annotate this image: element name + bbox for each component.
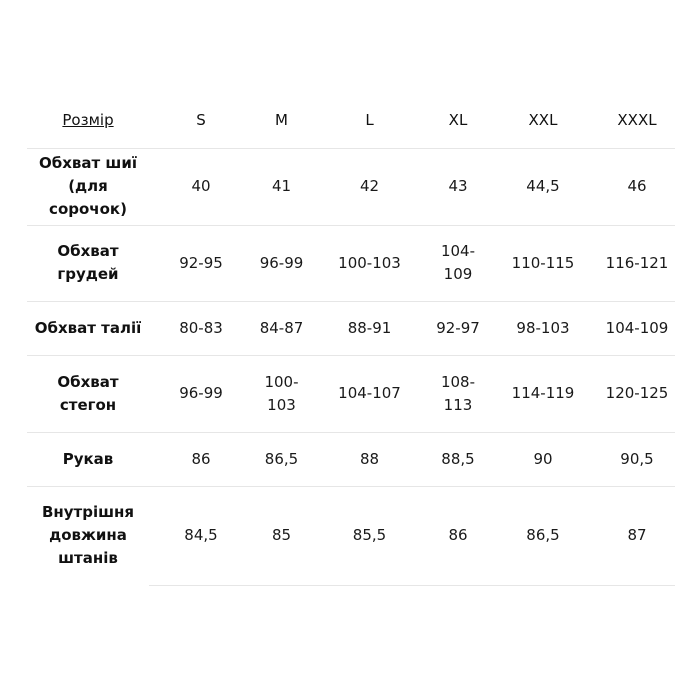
table-cell: 96-99 — [149, 355, 253, 432]
table-row-waist — [27, 301, 675, 355]
table-row-chest — [27, 225, 675, 301]
row-label-line: Обхват — [57, 372, 119, 391]
table-cell: 87 — [599, 486, 675, 585]
table-cell: 40 — [149, 148, 253, 225]
table-cell: 90,5 — [599, 432, 675, 486]
table-cell: 110-115 — [487, 225, 599, 301]
table-cell: 84,5 — [149, 486, 253, 585]
row-label-line: довжина — [49, 526, 127, 544]
table-cell: 100-103 — [253, 355, 310, 432]
table-cell: 86,5 — [487, 486, 599, 585]
table-cell: 43 — [429, 148, 487, 225]
table-cell: 98-103 — [487, 301, 599, 355]
table-cell: 42 — [310, 148, 429, 225]
table-cell: 84-87 — [253, 301, 310, 355]
row-label-inseam — [27, 486, 149, 585]
table-row-sleeve — [27, 432, 675, 486]
table-cell: 90 — [487, 432, 599, 486]
table-cell: 86 — [429, 486, 487, 585]
row-label-waist — [27, 301, 149, 355]
table-cell: 108-113 — [429, 355, 487, 432]
row-label-line: штанів — [58, 549, 118, 567]
table-row-hips — [27, 355, 675, 432]
table-cell: 85,5 — [310, 486, 429, 585]
table-cell: 44,5 — [487, 148, 599, 225]
table-cell: 88-91 — [310, 301, 429, 355]
size-header-label[interactable]: Розмір — [62, 111, 114, 130]
row-label-line: Обхват — [57, 242, 119, 260]
row-label-hips — [27, 355, 149, 432]
header-row — [27, 94, 675, 148]
row-label-line: Рукав — [62, 449, 114, 468]
row-label-neck — [27, 148, 149, 225]
table-cell: 92-95 — [149, 225, 253, 301]
table-cell: 80-83 — [149, 301, 253, 355]
table-cell: 85 — [253, 486, 310, 585]
table-cell: 120-125 — [599, 355, 675, 432]
size-xxl-header: XXL — [528, 111, 558, 130]
row-label-chest — [27, 225, 149, 301]
size-s-header: S — [196, 111, 206, 130]
table-cell: 41 — [253, 148, 310, 225]
size-chart-table — [27, 94, 675, 586]
table-cell: 100-103 — [310, 225, 429, 301]
row-label-line: Внутрішня — [41, 503, 135, 521]
row-label-line: грудей — [57, 265, 119, 283]
table-cell: 46 — [599, 148, 675, 225]
table-cell: 88,5 — [429, 432, 487, 486]
table-cell: 86,5 — [253, 432, 310, 486]
table-cell: 92-97 — [429, 301, 487, 355]
row-label-line: Обхват талії — [34, 318, 142, 337]
table-cell: 86 — [149, 432, 253, 486]
row-label-line: (для сорочок) — [49, 177, 127, 218]
table-cell: 96-99 — [253, 225, 310, 301]
size-xl-header: XL — [448, 111, 468, 130]
table-cell: 88 — [310, 432, 429, 486]
size-l-header: L — [365, 111, 374, 130]
table-row-inseam — [27, 486, 675, 585]
table-cell: 114-119 — [487, 355, 599, 432]
table-cell: 104-109 — [429, 225, 487, 301]
table-cell: 116-121 — [599, 225, 675, 301]
table-cell: 104-109 — [599, 301, 675, 355]
table-cell: 104-107 — [310, 355, 429, 432]
table-row-neck — [27, 148, 675, 225]
size-xxxl-header: XXXL — [617, 111, 657, 130]
row-label-line: Обхват шиї — [38, 154, 137, 172]
row-label-line: стегон — [59, 395, 117, 414]
row-label-sleeve — [27, 432, 149, 486]
size-m-header: M — [275, 111, 288, 130]
